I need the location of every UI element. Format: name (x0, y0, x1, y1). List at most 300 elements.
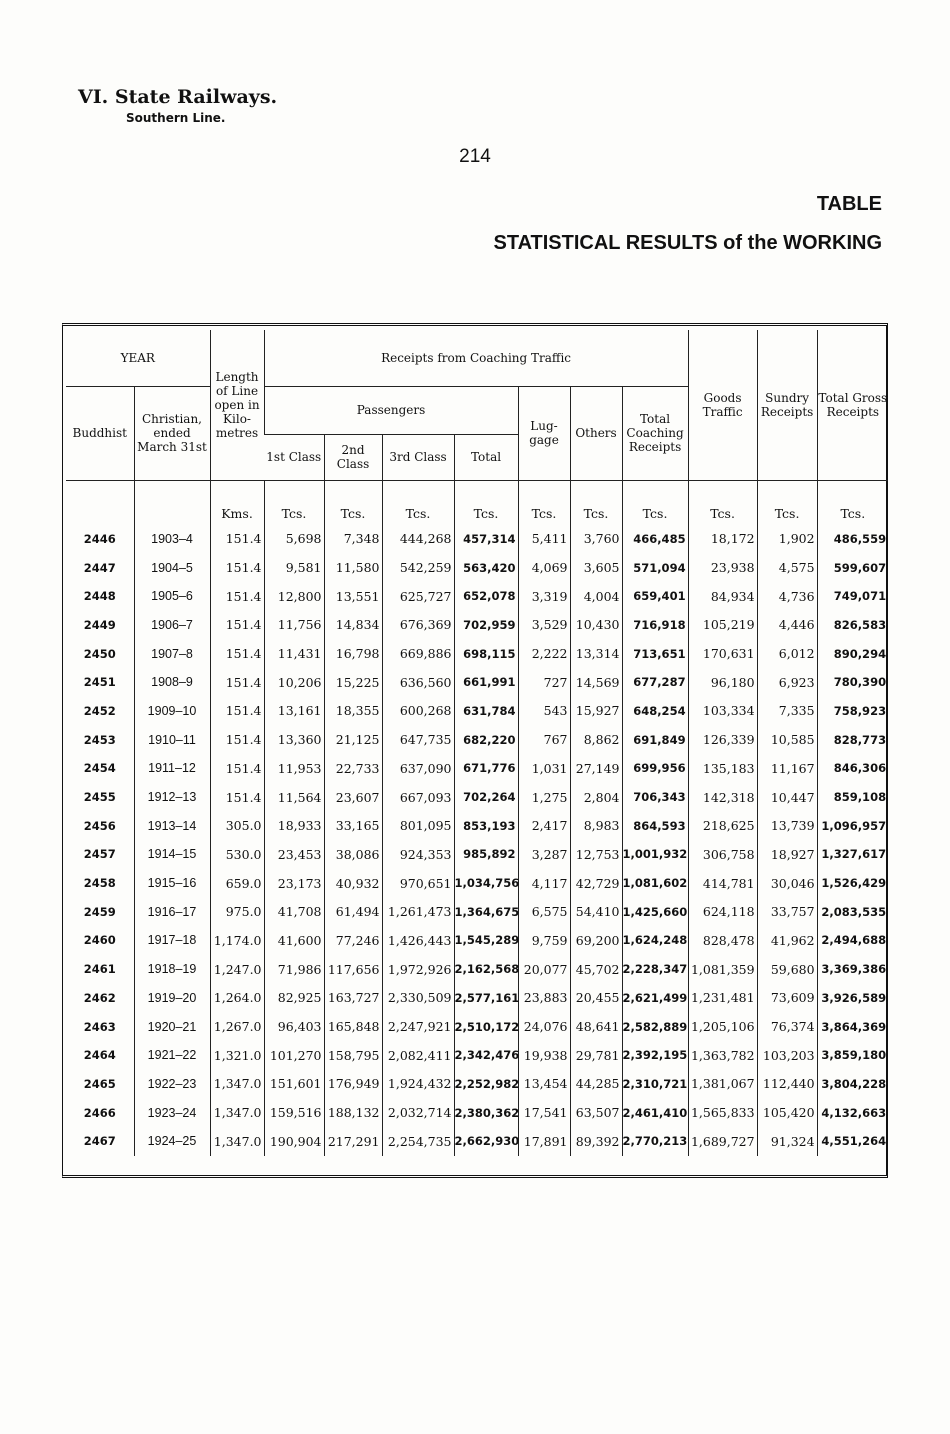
others-cell: 10,430 (570, 611, 622, 640)
third-class-cell: 970,651 (382, 869, 454, 898)
buddhist-year-cell: 2448 (83, 589, 116, 604)
table-row (66, 553, 888, 582)
gross-receipts-cell: 486,559 (817, 525, 888, 554)
sundry-receipts-cell: 30,046 (757, 869, 817, 898)
total-coaching-cell: 716,918 (622, 611, 688, 640)
gross-receipts-cell: 1,096,957 (817, 811, 888, 840)
passenger-total-cell: 682,220 (454, 725, 518, 754)
gross-receipts-cell: 780,390 (817, 668, 888, 697)
sundry-receipts-cell: 112,440 (757, 1070, 817, 1099)
christian-year-cell: 1906–7 (134, 611, 210, 640)
others-cell: 42,729 (570, 869, 622, 898)
christian-year-cell: 1918–19 (134, 955, 210, 984)
christian-year-cell: 1904–5 (134, 553, 210, 582)
buddhist-year-cell: 2461 (83, 962, 116, 977)
unit-cell: Tcs. (264, 493, 324, 525)
second-class-cell: 23,607 (324, 783, 382, 812)
first-class-cell: 41,600 (264, 926, 324, 955)
second-class-cell: 165,848 (324, 1012, 382, 1041)
buddhist-year-cell: 2465 (83, 1076, 116, 1091)
header-length: Length of Line open in Kilo- metres (210, 330, 264, 480)
second-class-cell: 21,125 (324, 725, 382, 754)
second-class-cell: 15,225 (324, 668, 382, 697)
gross-receipts-cell: 4,551,264 (817, 1127, 888, 1156)
sundry-receipts-cell: 6,012 (757, 639, 817, 668)
passenger-total-cell: 2,342,476 (454, 1041, 518, 1070)
total-coaching-cell: 2,621,499 (622, 984, 688, 1013)
luggage-cell: 767 (518, 725, 570, 754)
goods-traffic-cell: 1,363,782 (688, 1041, 757, 1070)
table-row (66, 697, 888, 726)
sundry-receipts-cell: 105,420 (757, 1098, 817, 1127)
first-class-cell: 10,206 (264, 668, 324, 697)
header-luggage: Lug- gage (518, 386, 570, 480)
passenger-total-cell: 698,115 (454, 639, 518, 668)
table-row (66, 783, 888, 812)
section-subtitle: Southern Line. (126, 111, 226, 125)
unit-cell: Tcs. (382, 493, 454, 525)
passenger-total-cell: 1,364,675 (454, 897, 518, 926)
christian-year-cell: 1921–22 (134, 1041, 210, 1070)
total-coaching-cell: 677,287 (622, 668, 688, 697)
goods-traffic-cell: 306,758 (688, 840, 757, 869)
others-cell: 13,314 (570, 639, 622, 668)
christian-year-cell: 1914–15 (134, 840, 210, 869)
table-row (66, 525, 888, 554)
buddhist-year-cell: 2467 (83, 1134, 116, 1149)
header-buddhist: Buddhist (72, 426, 127, 440)
length-km-cell: 151.4 (210, 639, 264, 668)
passenger-total-cell: 2,662,930 (454, 1127, 518, 1156)
statistics-table (66, 330, 888, 1156)
christian-year-cell: 1916–17 (134, 897, 210, 926)
second-class-cell: 163,727 (324, 984, 382, 1013)
buddhist-year-cell: 2462 (83, 990, 116, 1005)
unit-cell: Tcs. (454, 493, 518, 525)
first-class-cell: 13,161 (264, 697, 324, 726)
third-class-cell: 1,261,473 (382, 897, 454, 926)
length-km-cell: 1,174.0 (210, 926, 264, 955)
buddhist-year-cell: 2458 (83, 876, 116, 891)
third-class-cell: 625,727 (382, 582, 454, 611)
goods-traffic-cell: 142,318 (688, 783, 757, 812)
sundry-receipts-cell: 10,585 (757, 725, 817, 754)
unit-cell: Tcs. (757, 493, 817, 525)
passenger-total-cell: 702,264 (454, 783, 518, 812)
third-class-cell: 2,330,509 (382, 984, 454, 1013)
christian-year-cell: 1920–21 (134, 1012, 210, 1041)
goods-traffic-cell: 1,381,067 (688, 1070, 757, 1099)
total-coaching-cell: 2,392,195 (622, 1041, 688, 1070)
third-class-cell: 1,972,926 (382, 955, 454, 984)
passenger-total-cell: 853,193 (454, 811, 518, 840)
first-class-cell: 11,756 (264, 611, 324, 640)
goods-traffic-cell: 624,118 (688, 897, 757, 926)
passenger-total-cell: 652,078 (454, 582, 518, 611)
buddhist-year-cell: 2453 (83, 732, 116, 747)
sundry-receipts-cell: 91,324 (757, 1127, 817, 1156)
gross-receipts-cell: 846,306 (817, 754, 888, 783)
sundry-receipts-cell: 6,923 (757, 668, 817, 697)
others-cell: 54,410 (570, 897, 622, 926)
first-class-cell: 101,270 (264, 1041, 324, 1070)
first-class-cell: 11,953 (264, 754, 324, 783)
second-class-cell: 176,949 (324, 1070, 382, 1099)
length-km-cell: 151.4 (210, 553, 264, 582)
buddhist-year-cell: 2452 (83, 703, 116, 718)
first-class-cell: 9,581 (264, 553, 324, 582)
others-cell: 63,507 (570, 1098, 622, 1127)
gross-receipts-cell: 599,607 (817, 553, 888, 582)
passenger-total-cell: 1,034,756 (454, 869, 518, 898)
first-class-cell: 18,933 (264, 811, 324, 840)
second-class-cell: 40,932 (324, 869, 382, 898)
total-coaching-cell: 713,651 (622, 639, 688, 668)
unit-cell: Kms. (210, 493, 264, 525)
second-class-cell: 13,551 (324, 582, 382, 611)
total-coaching-cell: 571,094 (622, 553, 688, 582)
third-class-cell: 637,090 (382, 754, 454, 783)
sundry-receipts-cell: 33,757 (757, 897, 817, 926)
third-class-cell: 667,093 (382, 783, 454, 812)
christian-year-cell: 1913–14 (134, 811, 210, 840)
header-total: Total (454, 434, 518, 480)
table-row (66, 955, 888, 984)
unit-cell: Tcs. (622, 493, 688, 525)
luggage-cell: 9,759 (518, 926, 570, 955)
gross-receipts-cell: 1,526,429 (817, 869, 888, 898)
others-cell: 3,760 (570, 525, 622, 554)
gross-receipts-cell: 859,108 (817, 783, 888, 812)
luggage-cell: 5,411 (518, 525, 570, 554)
unit-cell (134, 493, 210, 525)
sundry-receipts-cell: 1,902 (757, 525, 817, 554)
gross-receipts-cell: 3,864,369 (817, 1012, 888, 1041)
gross-receipts-cell: 2,083,535 (817, 897, 888, 926)
table-row (66, 897, 888, 926)
others-cell: 44,285 (570, 1070, 622, 1099)
length-km-cell: 659.0 (210, 869, 264, 898)
table-row (66, 1041, 888, 1070)
total-coaching-cell: 1,001,932 (622, 840, 688, 869)
table-row (66, 1070, 888, 1099)
header-first-class: 1st Class (266, 450, 322, 464)
gross-receipts-cell: 749,071 (817, 582, 888, 611)
buddhist-year-cell: 2450 (83, 646, 116, 661)
others-cell: 20,455 (570, 984, 622, 1013)
luggage-cell: 4,069 (518, 553, 570, 582)
second-class-cell: 14,834 (324, 611, 382, 640)
table-row (66, 869, 888, 898)
luggage-cell: 13,454 (518, 1070, 570, 1099)
first-class-cell: 71,986 (264, 955, 324, 984)
table-row (66, 611, 888, 640)
second-class-cell: 18,355 (324, 697, 382, 726)
length-km-cell: 1,347.0 (210, 1127, 264, 1156)
passenger-total-cell: 2,252,982 (454, 1070, 518, 1099)
second-class-cell: 217,291 (324, 1127, 382, 1156)
gross-receipts-cell: 3,369,386 (817, 955, 888, 984)
passenger-total-cell: 702,959 (454, 611, 518, 640)
passenger-total-cell: 661,991 (454, 668, 518, 697)
luggage-cell: 20,077 (518, 955, 570, 984)
sundry-receipts-cell: 103,203 (757, 1041, 817, 1070)
goods-traffic-cell: 84,934 (688, 582, 757, 611)
goods-traffic-cell: 1,231,481 (688, 984, 757, 1013)
first-class-cell: 13,360 (264, 725, 324, 754)
table-label: TABLE (816, 193, 882, 215)
unit-cell: Tcs. (518, 493, 570, 525)
others-cell: 8,862 (570, 725, 622, 754)
goods-traffic-cell: 828,478 (688, 926, 757, 955)
header-christian: Christian, ended March 31st (134, 386, 210, 480)
unit-cell (66, 493, 134, 525)
total-coaching-cell: 691,849 (622, 725, 688, 754)
header-total-coaching: Total Coaching Receipts (622, 386, 688, 480)
table-row (66, 668, 888, 697)
christian-year-cell: 1919–20 (134, 984, 210, 1013)
table-row (66, 1012, 888, 1041)
luggage-cell: 1,031 (518, 754, 570, 783)
header-year: YEAR (66, 330, 210, 386)
others-cell: 12,753 (570, 840, 622, 869)
second-class-cell: 117,656 (324, 955, 382, 984)
luggage-cell: 24,076 (518, 1012, 570, 1041)
second-class-cell: 16,798 (324, 639, 382, 668)
first-class-cell: 159,516 (264, 1098, 324, 1127)
passenger-total-cell: 1,545,289 (454, 926, 518, 955)
others-cell: 69,200 (570, 926, 622, 955)
luggage-cell: 727 (518, 668, 570, 697)
table-row (66, 582, 888, 611)
third-class-cell: 1,426,443 (382, 926, 454, 955)
total-coaching-cell: 2,770,213 (622, 1127, 688, 1156)
total-coaching-cell: 659,401 (622, 582, 688, 611)
total-coaching-cell: 2,228,347 (622, 955, 688, 984)
table-row (66, 840, 888, 869)
total-coaching-cell: 648,254 (622, 697, 688, 726)
others-cell: 3,605 (570, 553, 622, 582)
christian-year-cell: 1910–11 (134, 725, 210, 754)
first-class-cell: 151,601 (264, 1070, 324, 1099)
luggage-cell: 3,287 (518, 840, 570, 869)
length-km-cell: 1,347.0 (210, 1070, 264, 1099)
first-class-cell: 23,453 (264, 840, 324, 869)
luggage-cell: 6,575 (518, 897, 570, 926)
luggage-cell: 17,541 (518, 1098, 570, 1127)
total-coaching-cell: 1,624,248 (622, 926, 688, 955)
table-row (66, 926, 888, 955)
gross-receipts-cell: 2,494,688 (817, 926, 888, 955)
luggage-cell: 3,319 (518, 582, 570, 611)
christian-year-cell: 1907–8 (134, 639, 210, 668)
first-class-cell: 23,173 (264, 869, 324, 898)
gross-receipts-cell: 826,583 (817, 611, 888, 640)
first-class-cell: 11,431 (264, 639, 324, 668)
sundry-receipts-cell: 59,680 (757, 955, 817, 984)
christian-year-cell: 1903–4 (134, 525, 210, 554)
table-heading: STATISTICAL RESULTS of the WORKING (493, 232, 882, 254)
goods-traffic-cell: 218,625 (688, 811, 757, 840)
sundry-receipts-cell: 11,167 (757, 754, 817, 783)
christian-year-cell: 1911–12 (134, 754, 210, 783)
length-km-cell: 151.4 (210, 668, 264, 697)
length-km-cell: 1,321.0 (210, 1041, 264, 1070)
christian-year-cell: 1905–6 (134, 582, 210, 611)
buddhist-year-cell: 2457 (83, 847, 116, 862)
sundry-receipts-cell: 4,736 (757, 582, 817, 611)
sundry-receipts-cell: 13,739 (757, 811, 817, 840)
second-class-cell: 22,733 (324, 754, 382, 783)
sundry-receipts-cell: 4,575 (757, 553, 817, 582)
third-class-cell: 647,735 (382, 725, 454, 754)
christian-year-cell: 1923–24 (134, 1098, 210, 1127)
goods-traffic-cell: 96,180 (688, 668, 757, 697)
length-km-cell: 1,347.0 (210, 1098, 264, 1127)
gross-receipts-cell: 4,132,663 (817, 1098, 888, 1127)
second-class-cell: 61,494 (324, 897, 382, 926)
total-coaching-cell: 1,081,602 (622, 869, 688, 898)
sundry-receipts-cell: 76,374 (757, 1012, 817, 1041)
first-class-cell: 5,698 (264, 525, 324, 554)
third-class-cell: 676,369 (382, 611, 454, 640)
goods-traffic-cell: 170,631 (688, 639, 757, 668)
passenger-total-cell: 671,776 (454, 754, 518, 783)
second-class-cell: 33,165 (324, 811, 382, 840)
page-number: 214 (459, 146, 491, 167)
passenger-total-cell: 2,510,172 (454, 1012, 518, 1041)
first-class-cell: 11,564 (264, 783, 324, 812)
luggage-cell: 2,222 (518, 639, 570, 668)
others-cell: 4,004 (570, 582, 622, 611)
gross-receipts-cell: 3,859,180 (817, 1041, 888, 1070)
third-class-cell: 669,886 (382, 639, 454, 668)
goods-traffic-cell: 135,183 (688, 754, 757, 783)
passenger-total-cell: 985,892 (454, 840, 518, 869)
header-gross: Total Gross Receipts (817, 330, 888, 480)
table-row (66, 639, 888, 668)
sundry-receipts-cell: 41,962 (757, 926, 817, 955)
luggage-cell: 23,883 (518, 984, 570, 1013)
luggage-cell: 4,117 (518, 869, 570, 898)
sundry-receipts-cell: 10,447 (757, 783, 817, 812)
christian-year-cell: 1912–13 (134, 783, 210, 812)
luggage-cell: 543 (518, 697, 570, 726)
second-class-cell: 188,132 (324, 1098, 382, 1127)
buddhist-year-cell: 2447 (83, 560, 116, 575)
luggage-cell: 19,938 (518, 1041, 570, 1070)
christian-year-cell: 1909–10 (134, 697, 210, 726)
first-class-cell: 41,708 (264, 897, 324, 926)
table-body (66, 525, 888, 1156)
others-cell: 45,702 (570, 955, 622, 984)
header-passengers: Passengers (264, 386, 518, 434)
total-coaching-cell: 466,485 (622, 525, 688, 554)
buddhist-year-cell: 2464 (83, 1048, 116, 1063)
header-third-class: 3rd Class (382, 434, 454, 480)
christian-year-cell: 1922–23 (134, 1070, 210, 1099)
header-coaching: Receipts from Coaching Traffic (264, 330, 688, 386)
unit-cell: Tcs. (817, 493, 888, 525)
third-class-cell: 2,254,735 (382, 1127, 454, 1156)
length-km-cell: 151.4 (210, 783, 264, 812)
christian-year-cell: 1924–25 (134, 1127, 210, 1156)
goods-traffic-cell: 103,334 (688, 697, 757, 726)
length-km-cell: 305.0 (210, 811, 264, 840)
unit-cell: Tcs. (688, 493, 757, 525)
christian-year-cell: 1908–9 (134, 668, 210, 697)
gross-receipts-cell: 1,327,617 (817, 840, 888, 869)
gross-receipts-cell: 3,804,228 (817, 1070, 888, 1099)
third-class-cell: 801,095 (382, 811, 454, 840)
third-class-cell: 924,353 (382, 840, 454, 869)
sundry-receipts-cell: 73,609 (757, 984, 817, 1013)
third-class-cell: 444,268 (382, 525, 454, 554)
gross-receipts-cell: 828,773 (817, 725, 888, 754)
third-class-cell: 542,259 (382, 553, 454, 582)
gross-receipts-cell: 758,923 (817, 697, 888, 726)
buddhist-year-cell: 2451 (83, 675, 116, 690)
goods-traffic-cell: 1,565,833 (688, 1098, 757, 1127)
others-cell: 48,641 (570, 1012, 622, 1041)
second-class-cell: 77,246 (324, 926, 382, 955)
length-km-cell: 151.4 (210, 697, 264, 726)
total-coaching-cell: 2,461,410 (622, 1098, 688, 1127)
length-km-cell: 975.0 (210, 897, 264, 926)
total-coaching-cell: 1,425,660 (622, 897, 688, 926)
table-row (66, 754, 888, 783)
goods-traffic-cell: 414,781 (688, 869, 757, 898)
gross-receipts-cell: 890,294 (817, 639, 888, 668)
third-class-cell: 600,268 (382, 697, 454, 726)
buddhist-year-cell: 2446 (83, 531, 116, 546)
gross-receipts-cell: 3,926,589 (817, 984, 888, 1013)
unit-cell: Tcs. (570, 493, 622, 525)
length-km-cell: 151.4 (210, 525, 264, 554)
total-coaching-cell: 699,956 (622, 754, 688, 783)
length-km-cell: 151.4 (210, 754, 264, 783)
others-cell: 2,804 (570, 783, 622, 812)
third-class-cell: 1,924,432 (382, 1070, 454, 1099)
length-km-cell: 151.4 (210, 725, 264, 754)
units-row (66, 493, 888, 525)
table-row (66, 811, 888, 840)
goods-traffic-cell: 1,205,106 (688, 1012, 757, 1041)
buddhist-year-cell: 2454 (83, 761, 116, 776)
others-cell: 29,781 (570, 1041, 622, 1070)
others-cell: 14,569 (570, 668, 622, 697)
header-sundry: Sundry Receipts (757, 330, 817, 480)
header-goods: Goods Traffic (688, 330, 757, 480)
total-coaching-cell: 2,310,721 (622, 1070, 688, 1099)
total-coaching-cell: 864,593 (622, 811, 688, 840)
sundry-receipts-cell: 18,927 (757, 840, 817, 869)
others-cell: 15,927 (570, 697, 622, 726)
second-class-cell: 11,580 (324, 553, 382, 582)
sundry-receipts-cell: 4,446 (757, 611, 817, 640)
passenger-total-cell: 563,420 (454, 553, 518, 582)
passenger-total-cell: 2,577,161 (454, 984, 518, 1013)
table-row (66, 1127, 888, 1156)
total-coaching-cell: 2,582,889 (622, 1012, 688, 1041)
buddhist-year-cell: 2466 (83, 1105, 116, 1120)
luggage-cell: 3,529 (518, 611, 570, 640)
length-km-cell: 1,247.0 (210, 955, 264, 984)
luggage-cell: 17,891 (518, 1127, 570, 1156)
second-class-cell: 158,795 (324, 1041, 382, 1070)
christian-year-cell: 1917–18 (134, 926, 210, 955)
unit-cell: Tcs. (324, 493, 382, 525)
